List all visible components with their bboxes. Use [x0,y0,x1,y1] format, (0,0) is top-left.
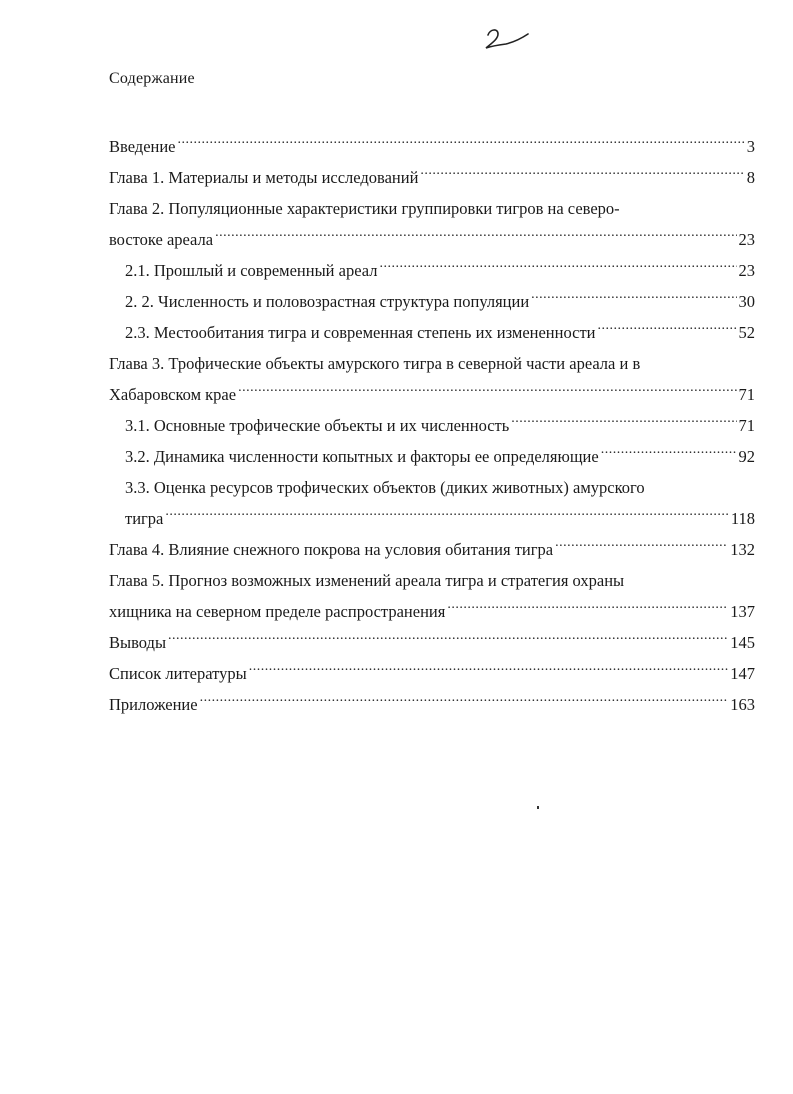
toc-entry-chapter-3[interactable] [109,379,755,410]
toc-entry-section-2-1[interactable] [109,255,755,286]
dot-leader [598,322,737,339]
toc-entry-label: 3.2. Динамика численности копытных и факторы ее определяющие [125,447,599,466]
dot-leader [420,167,744,184]
dot-leader [178,136,745,153]
dot-leader [249,663,729,680]
toc-entry-chapter-2-line1[interactable]: Глава 2. Популяционные характеристики группировки тигров на северо- [109,199,620,218]
toc-entry-page: 145 [730,633,755,652]
dot-leader [165,508,728,525]
toc-entry-page: 23 [738,230,755,249]
toc-entry-section-3-3[interactable] [109,503,755,534]
toc-entry-section-2-2[interactable] [109,286,755,317]
toc-entry-section-2-3[interactable] [109,317,755,348]
toc-entry-chapter-3-line1[interactable]: Глава 3. Трофические объекты амурского тигра в северной части ареала и в [109,354,641,373]
dot-leader [200,694,729,711]
toc-entry-page: 30 [738,292,755,311]
toc-entry-appendix[interactable] [109,689,755,720]
toc-entry-label: Глава 1. Материалы и методы исследований [109,168,419,187]
toc-entry-chapter-1[interactable] [109,162,755,193]
table-of-contents [109,131,755,720]
toc-entry-section-3-2[interactable] [109,441,755,472]
toc-entry-page: 71 [738,416,755,435]
toc-entry-page: 92 [738,447,755,466]
toc-entry-section-3-1[interactable] [109,410,755,441]
toc-entry-label: Приложение [109,695,198,714]
toc-entry-page: 71 [738,385,755,404]
toc-entry-page: 163 [730,695,755,714]
toc-title: Содержание [109,70,195,87]
toc-entry-label: Список литературы [109,664,247,683]
toc-entry-label: Выводы [109,633,167,652]
toc-entry-page: 137 [730,602,755,621]
toc-entry-label: Введение [109,137,176,156]
handwritten-page-number [482,26,530,52]
dot-leader [379,260,736,277]
handwritten-two-icon [482,26,530,52]
dot-leader [511,415,736,432]
toc-entry-references[interactable] [109,658,755,689]
toc-entry-page: 23 [738,261,755,280]
toc-entry-page: 52 [738,323,755,342]
toc-entry-page: 132 [730,540,755,559]
toc-entry-page: 147 [730,664,755,683]
toc-entry-page: 8 [746,168,755,187]
toc-entry-page: 3 [746,137,755,156]
dot-leader [447,601,728,618]
toc-entry-introduction[interactable] [109,131,755,162]
toc-entry-label: хищника на северном пределе распространения [109,602,446,621]
toc-entry-chapter-2[interactable] [109,224,755,255]
dot-leader [555,539,728,556]
toc-entry-label: тигра [125,509,164,528]
toc-entry-label: 2.1. Прошлый и современный ареал [125,261,378,280]
toc-entry-label: 3.1. Основные трофические объекты и их численность [125,416,510,435]
toc-entry-chapter-5-line1[interactable]: Глава 5. Прогноз возможных изменений ареала тигра и стратегия охраны [109,571,625,590]
dot-leader [215,229,736,246]
dot-leader [238,384,736,401]
toc-entry-page: 118 [730,509,755,528]
toc-entry-label: 2.3. Местообитания тигра и современная степень их измененности [125,323,596,342]
scan-speck [537,806,539,809]
toc-entry-label: Хабаровском крае [109,385,237,404]
dot-leader [168,632,728,649]
toc-entry-chapter-4[interactable] [109,534,755,565]
toc-entry-conclusions[interactable] [109,627,755,658]
toc-entry-chapter-5[interactable] [109,596,755,627]
dot-leader [601,446,737,463]
toc-entry-label: 2. 2. Численность и половозрастная структура популяции [125,292,530,311]
toc-entry-label: востоке ареала [109,230,214,249]
dot-leader [531,291,736,308]
toc-entry-label: Глава 4. Влияние снежного покрова на условия обитания тигра [109,540,554,559]
toc-entry-section-3-3-line1[interactable]: 3.3. Оценка ресурсов трофических объектов (диких животных) амурского [125,478,645,497]
